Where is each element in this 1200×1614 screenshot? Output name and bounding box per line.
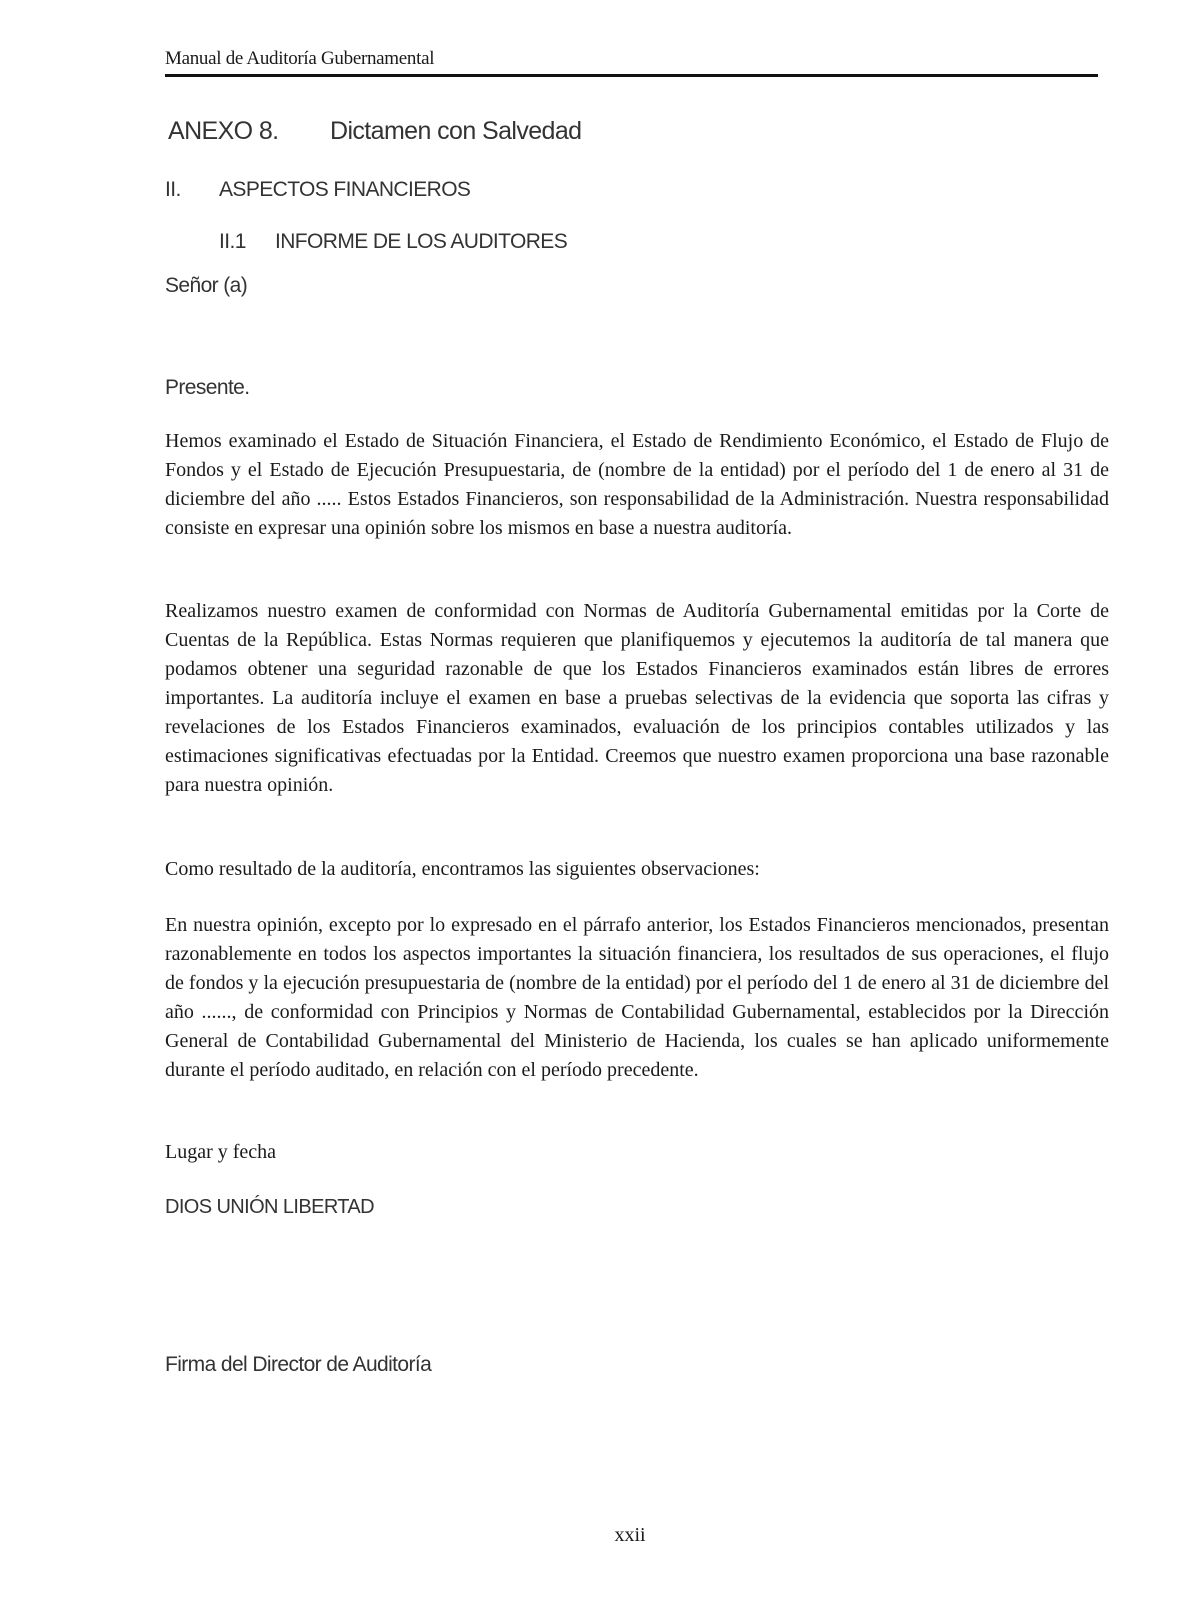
- annex-title: Dictamen con Salvedad: [330, 117, 582, 145]
- section-heading: [165, 178, 470, 202]
- annex-number: ANEXO 8.: [168, 117, 279, 145]
- paragraph-standards: Realizamos nuestro examen de conformidad con Normas de Auditoría Gubernamental emitidas por la Corte de Cuentas de la República. Estas Normas requieren que planifiquemos y ejecutemos la auditoría de tal manera que podamos obtener una seguridad razonable de que los Estados Financieros examinados están libres de errores importantes. La auditoría incluye el examen en base a pruebas selectivas de la evidencia que soporta las cifras y revelaciones de los Estados Financieros examinados, evaluación de los principios contables utilizados y las estimaciones significativas efectuadas por la Entidad. Creemos que nuestro examen proporciona una base razonable para nuestra opinión.: [165, 600, 1109, 796]
- paragraph-scope: Hemos examinado el Estado de Situación Financiera, el Estado de Rendimiento Económico, el Estado de Flujo de Fondos y el Estado de Ejecución Presupuestaria, de (nombre de la entidad) por el período del 1 de enero al 31 de diciembre del año ..... Estos Estados Financieros, son responsabilidad de la Administración. Nuestra responsabilidad consiste en expresar una opinión sobre los mismos en base a nuestra auditoría.: [165, 430, 1109, 539]
- salutation: Señor (a): [165, 274, 248, 297]
- page-number: xxii: [614, 1524, 646, 1546]
- annex-heading: [168, 117, 581, 146]
- signature-line: Firma del Director de Auditoría: [165, 1353, 432, 1376]
- section-number: II.: [165, 178, 181, 201]
- presente-line: Presente.: [165, 376, 250, 399]
- running-header: Manual de Auditoría Gubernamental: [165, 50, 1098, 77]
- place-and-date: Lugar y fecha: [165, 1141, 277, 1163]
- subsection-number: II.1: [219, 230, 246, 253]
- subsection-title: INFORME DE LOS AUDITORES: [275, 230, 568, 253]
- paragraph-observations: Como resultado de la auditoría, encontramos las siguientes observaciones:: [165, 858, 760, 880]
- subsection-heading: [219, 230, 567, 254]
- national-motto: DIOS UNIÓN LIBERTAD: [165, 1196, 375, 1218]
- section-title: ASPECTOS FINANCIEROS: [219, 178, 471, 201]
- paragraph-opinion: En nuestra opinión, excepto por lo expresado en el párrafo anterior, los Estados Financieros mencionados, presentan razonablemente en todos los aspectos importantes la situación financiera, los resultados de sus operaciones, el flujo de fondos y la ejecución presupuestaria de (nombre de la entidad) por el período del 1 de enero al 31 de diciembre del año ......, de conformidad con Principios y Normas de Contabilidad Gubernamental, establecidos por la Dirección General de Contabilidad Gubernamental del Ministerio de Hacienda, los cuales se han aplicado uniformemente durante el período auditado, en relación con el período precedente.: [165, 914, 1109, 1081]
